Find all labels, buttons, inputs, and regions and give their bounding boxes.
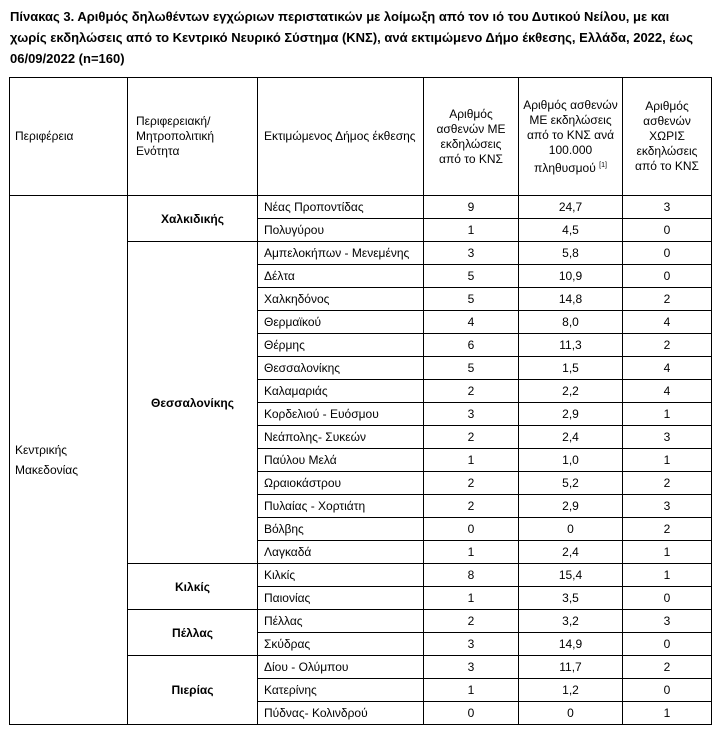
municipality-cell: Δίου - Ολύμπου	[258, 656, 424, 679]
with-cns-cell: 1	[424, 449, 519, 472]
with-cns-cell: 3	[424, 633, 519, 656]
rate-cell: 2,9	[519, 495, 623, 518]
with-cns-cell: 3	[424, 242, 519, 265]
municipality-cell: Νεάπολης- Συκεών	[258, 426, 424, 449]
municipality-cell: Καλαμαριάς	[258, 380, 424, 403]
municipality-cell: Πολυγύρου	[258, 219, 424, 242]
header-with-cns: Αριθμός ασθενών ΜΕ εκδηλώσεις από το ΚΝΣ	[424, 78, 519, 196]
unit-cell: Κιλκίς	[128, 564, 258, 610]
without-cns-cell: 3	[623, 426, 712, 449]
without-cns-cell: 1	[623, 403, 712, 426]
without-cns-cell: 3	[623, 196, 712, 219]
without-cns-cell: 1	[623, 541, 712, 564]
municipality-cell: Βόλβης	[258, 518, 424, 541]
without-cns-cell: 0	[623, 587, 712, 610]
municipality-cell: Κιλκίς	[258, 564, 424, 587]
unit-cell: Πέλλας	[128, 610, 258, 656]
rate-cell: 0	[519, 702, 623, 725]
municipality-cell: Κορδελιού - Ευόσμου	[258, 403, 424, 426]
with-cns-cell: 3	[424, 403, 519, 426]
rate-cell: 8,0	[519, 311, 623, 334]
header-row	[10, 78, 712, 196]
municipality-cell: Παιονίας	[258, 587, 424, 610]
with-cns-cell: 8	[424, 564, 519, 587]
without-cns-cell: 2	[623, 334, 712, 357]
municipality-cell: Θεσσαλονίκης	[258, 357, 424, 380]
without-cns-cell: 0	[623, 679, 712, 702]
rate-cell: 24,7	[519, 196, 623, 219]
with-cns-cell: 1	[424, 587, 519, 610]
without-cns-cell: 0	[623, 633, 712, 656]
municipality-cell: Σκύδρας	[258, 633, 424, 656]
header-unit: Περιφερειακή/ Μητροπολιτική Ενότητα	[128, 78, 258, 196]
rate-cell: 1,2	[519, 679, 623, 702]
rate-cell: 5,8	[519, 242, 623, 265]
with-cns-cell: 4	[424, 311, 519, 334]
without-cns-cell: 3	[623, 610, 712, 633]
with-cns-cell: 2	[424, 495, 519, 518]
rate-cell: 15,4	[519, 564, 623, 587]
rate-cell: 2,2	[519, 380, 623, 403]
without-cns-cell: 2	[623, 288, 712, 311]
with-cns-cell: 1	[424, 541, 519, 564]
without-cns-cell: 0	[623, 219, 712, 242]
municipality-cell: Πύδνας- Κολινδρού	[258, 702, 424, 725]
with-cns-cell: 3	[424, 656, 519, 679]
rate-cell: 14,9	[519, 633, 623, 656]
with-cns-cell: 2	[424, 610, 519, 633]
with-cns-cell: 2	[424, 426, 519, 449]
without-cns-cell: 1	[623, 564, 712, 587]
with-cns-cell: 5	[424, 288, 519, 311]
municipality-cell: Λαγκαδά	[258, 541, 424, 564]
with-cns-cell: 0	[424, 518, 519, 541]
with-cns-cell: 1	[424, 219, 519, 242]
without-cns-cell: 1	[623, 702, 712, 725]
without-cns-cell: 3	[623, 495, 712, 518]
rate-cell: 11,7	[519, 656, 623, 679]
header-municipality: Εκτιμώμενος Δήμος έκθεσης	[258, 78, 424, 196]
rate-cell: 0	[519, 518, 623, 541]
with-cns-cell: 2	[424, 472, 519, 495]
table-row	[10, 196, 712, 219]
rate-cell: 1,5	[519, 357, 623, 380]
municipality-cell: Πυλαίας - Χορτιάτη	[258, 495, 424, 518]
without-cns-cell: 0	[623, 265, 712, 288]
without-cns-cell: 1	[623, 449, 712, 472]
with-cns-cell: 1	[424, 679, 519, 702]
municipality-cell: Παύλου Μελά	[258, 449, 424, 472]
rate-cell: 5,2	[519, 472, 623, 495]
without-cns-cell: 4	[623, 357, 712, 380]
municipality-cell: Νέας Προποντίδας	[258, 196, 424, 219]
cases-table	[9, 77, 712, 725]
without-cns-cell: 2	[623, 472, 712, 495]
without-cns-cell: 2	[623, 656, 712, 679]
unit-cell: Πιερίας	[128, 656, 258, 725]
municipality-cell: Θέρμης	[258, 334, 424, 357]
rate-cell: 2,4	[519, 426, 623, 449]
with-cns-cell: 9	[424, 196, 519, 219]
rate-cell: 3,2	[519, 610, 623, 633]
table-title: Πίνακας 3. Αριθμός δηλωθέντων εγχώριων περιστατικών με λοίμωξη από τον ιό του Δυτικού Νείλου, με και χωρίς εκδηλώσεις από το Κεντρικό Νευρικό Σύστημα (ΚΝΣ), ανά εκτιμώμενο Δήμο έκθεσης, Ελλάδα, 2022, έως 06/09/2022 (n=160)	[10, 9, 693, 66]
municipality-cell: Πέλλας	[258, 610, 424, 633]
municipality-cell: Δέλτα	[258, 265, 424, 288]
municipality-cell: Κατερίνης	[258, 679, 424, 702]
header-region: Περιφέρεια	[10, 78, 128, 196]
with-cns-cell: 2	[424, 380, 519, 403]
without-cns-cell: 2	[623, 518, 712, 541]
header-without-cns: Αριθμός ασθενών ΧΩΡΙΣ εκδηλώσεις από το ΚΝΣ	[623, 78, 712, 196]
municipality-cell: Θερμαϊκού	[258, 311, 424, 334]
rate-cell: 11,3	[519, 334, 623, 357]
footnote-ref: [1]	[599, 161, 607, 169]
rate-cell: 10,9	[519, 265, 623, 288]
unit-cell: Χαλκιδικής	[128, 196, 258, 242]
municipality-cell: Αμπελοκήπων - Μενεμένης	[258, 242, 424, 265]
without-cns-cell: 4	[623, 380, 712, 403]
rate-cell: 1,0	[519, 449, 623, 472]
rate-cell: 2,9	[519, 403, 623, 426]
table-body	[10, 196, 712, 725]
with-cns-cell: 5	[424, 357, 519, 380]
with-cns-cell: 5	[424, 265, 519, 288]
municipality-cell: Ωραιοκάστρου	[258, 472, 424, 495]
unit-cell: Θεσσαλονίκης	[128, 242, 258, 564]
rate-cell: 2,4	[519, 541, 623, 564]
rate-cell: 14,8	[519, 288, 623, 311]
header-rate: Αριθμός ασθενών ΜΕ εκδηλώσεις από το ΚΝΣ ανά 100.000 πληθυσμού [1]	[519, 78, 623, 196]
municipality-cell: Χαλκηδόνος	[258, 288, 424, 311]
without-cns-cell: 0	[623, 242, 712, 265]
region-cell: Κεντρικής Μακεδονίας	[10, 196, 128, 725]
rate-cell: 4,5	[519, 219, 623, 242]
with-cns-cell: 0	[424, 702, 519, 725]
with-cns-cell: 6	[424, 334, 519, 357]
without-cns-cell: 4	[623, 311, 712, 334]
rate-cell: 3,5	[519, 587, 623, 610]
